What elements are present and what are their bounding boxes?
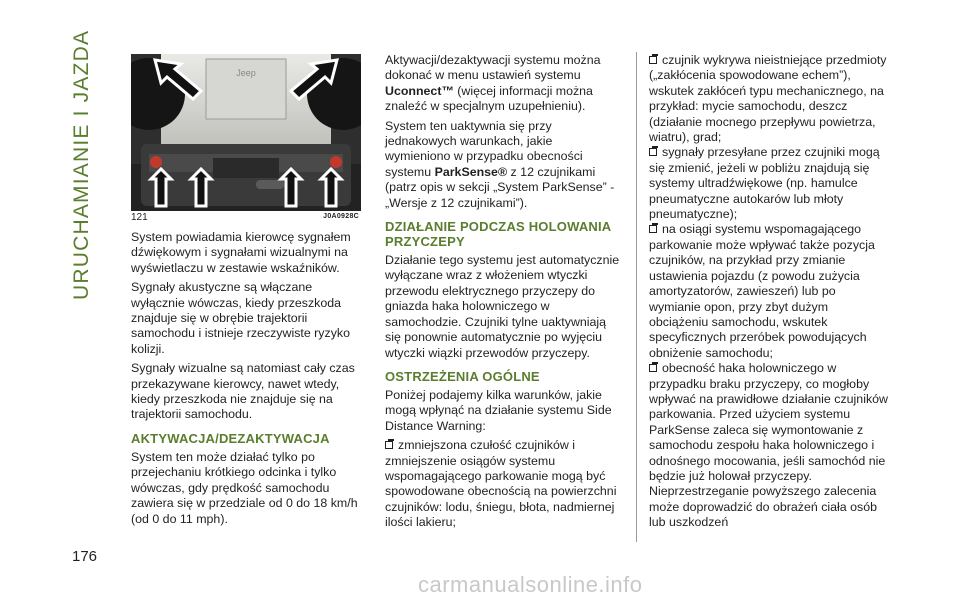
page-number: 176 <box>72 548 98 565</box>
bullet-icon <box>649 364 657 372</box>
chapter-title: URUCHAMIANIE I JAZDA <box>70 29 93 300</box>
paragraph: System ten uaktywnia się przy jednakowych warunkach, jakie wymieniono w przypadku obecności systemu ParkSense® z 12 czujnikami (patrz opis w sekcji „System ParkSense” - „Wersje z 12 czujnikami”). <box>385 118 615 210</box>
parksense-term: ParkSense® <box>434 164 508 179</box>
list-item: obecność haka holowniczego w przypadku braku przyczepy, co mogłoby wpływać na prawidłowe działanie czujników parkowania. Przed użyciem systemu ParkSense zaleca się wymontowanie z samochodu zespołu haka holowniczego i odnośnego mocowania, jeśli samochód nie będzie już holował przyczepy. Nieprzestrzeganie powyższego zalecenia może doprowadzić do obrażeń ciała osób lub uszkodzeń <box>649 361 888 530</box>
list-item: sygnały przesyłane przez czujniki mogą się zmienić, jeżeli w pobliżu znajdują się systemy ultradźwiękowe (np. hamulce pneumatyczne autokarów lub młoty pneumatyczne); <box>649 145 880 222</box>
list-item: zmniejszona czułość czujników i zmniejszenie osiągów systemu wspomagającego parkowanie mogą być spowodowane obecnością na powierzchni czujników: lodu, śniegu, błota, nadmiernej ilości lakieru; <box>385 438 617 530</box>
column-2 <box>385 53 621 531</box>
car-rear-illustration <box>131 54 361 211</box>
paragraph: System ten może działać tylko po przejechaniu krótkiego odcinka i tylko wówczas, gdy prędkość samochodu zawiera się w przedziale od 0 do 18 km/h (od 0 do 11 mph). <box>131 449 358 526</box>
bullet-icon <box>649 148 657 156</box>
figure-number: 121 <box>131 212 148 223</box>
rear-sensors-photo <box>131 54 361 211</box>
figure-caption <box>131 212 361 224</box>
paragraph: Działanie tego systemu jest automatycznie wyłączane wraz z włożeniem wtyczki przewodu elektrycznego przyczepy do gniazda haka holowniczego w samochodzie. Czujniki tylne uaktywniają się ponownie automatycznie po wyjęciu wtyczki wiązki przewodów przyczepy. <box>385 253 620 360</box>
bullet-icon <box>649 56 657 64</box>
figure-code: J0A0928C <box>323 213 359 220</box>
svg-text:Jeep: Jeep <box>236 68 256 78</box>
section-heading: OSTRZEŻENIA OGÓLNE <box>385 368 540 384</box>
bullet-icon <box>649 225 657 233</box>
section-heading: DZIAŁANIE PODCZAS HOLOWANIA PRZYCZEPY <box>385 219 611 250</box>
list-item: czujnik wykrywa nieistniejące przedmioty („zakłócenia spowodowane echem”), wskutek zakłóceń typu mechanicznego, na przykład: mycie samochodu, deszcz (działanie mocnego przepływu powietrza, wiatru), grad; <box>649 53 887 145</box>
watermark: carmanualsonline.info <box>418 572 643 597</box>
column-3 <box>649 53 889 531</box>
uconnect-term: Uconnect™ <box>385 83 454 98</box>
section-heading: AKTYWACJA/DEZAKTYWACJA <box>131 430 330 446</box>
list-item: na osiągi systemu wspomagającego parkowanie może wpływać także pozycja czujników, na przykład przy zmianie ustawienia pojazdu (z powodu zużycia amortyzatorów, zawieszeń) lub po wymianie opon, przy zbyt dużym obciążeniu samochodu, wskutek specyficznych przeróbek powodujących obniżenie samochodu; <box>649 222 875 360</box>
paragraph: Sygnały akustyczne są włączane wyłącznie wówczas, kiedy przeszkoda znajduje się w obrębie trajektorii samochodu i istnieje rzeczywiste ryzyko kolizji. <box>131 280 350 356</box>
paragraph: Poniżej podajemy kilka warunków, jakie mogą wpłynąć na działanie systemu Side Distance Warning: <box>385 387 612 433</box>
paragraph: Sygnały wizualne są natomiast cały czas przekazywane kierowcy, nawet wtedy, kiedy przeszkoda nie znajduje się na trajektorii samochodu. <box>131 361 355 422</box>
bullet-icon <box>385 441 393 449</box>
paragraph: System powiadamia kierowcę sygnałem dźwiękowym i sygnałami wizualnymi na wyświetlaczu w zestawie wskaźników. <box>131 230 351 275</box>
paragraph: Aktywacji/dezaktywacji systemu można dokonać w menu ustawień systemu Uconnect™ (więcej informacji można znaleźć w specjalnym uzupełnieniu). <box>385 53 601 114</box>
column-divider <box>636 52 637 542</box>
